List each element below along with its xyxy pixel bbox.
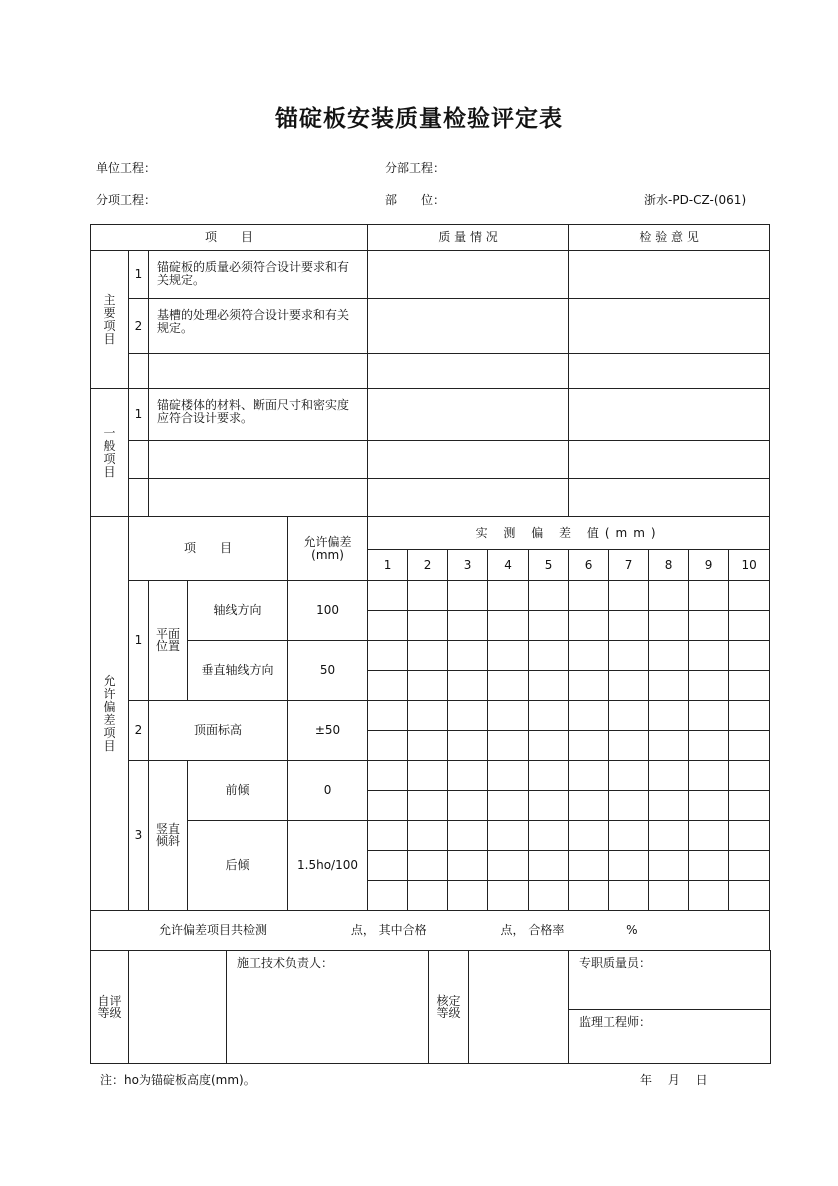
footnote: 注：ho为锚碇板高度(mm)。	[100, 1073, 256, 1087]
measurement-cell[interactable]	[448, 761, 488, 791]
measurement-cell[interactable]	[408, 791, 448, 821]
measurement-cell[interactable]	[529, 821, 569, 851]
main-item-text[interactable]	[149, 354, 368, 389]
measurement-cell[interactable]	[368, 791, 408, 821]
measurement-cell[interactable]	[448, 671, 488, 701]
tolerance-value: 0	[288, 761, 368, 821]
measurement-cell[interactable]	[488, 671, 529, 701]
measurement-cell[interactable]	[609, 761, 649, 791]
opinion-cell[interactable]	[569, 354, 770, 389]
measurement-number: 5	[529, 550, 569, 581]
measurement-cell[interactable]	[488, 701, 529, 731]
measurement-cell[interactable]	[569, 821, 609, 851]
measurement-cell[interactable]	[368, 821, 408, 851]
measurement-cell[interactable]	[649, 851, 689, 881]
measurement-cell[interactable]	[689, 791, 729, 821]
summary-total-label: 允许偏差项目共检测	[159, 923, 268, 937]
measurement-cell[interactable]	[569, 761, 609, 791]
measurement-number: 2	[408, 550, 448, 581]
measurement-cell[interactable]	[488, 581, 529, 611]
summary-passed-label: 点， 其中合格	[350, 923, 427, 937]
measurement-cell[interactable]	[368, 881, 408, 911]
main-items-label: 主要项目	[91, 251, 129, 389]
summary-rate-label: 点， 合格率	[500, 923, 565, 937]
measurement-cell[interactable]	[408, 731, 448, 761]
tech-lead-signature[interactable]: 施工技术负责人：	[227, 951, 429, 1064]
verified-grade-label: 核定等级	[429, 951, 469, 1064]
measurement-cell[interactable]	[408, 881, 448, 911]
measurement-cell[interactable]	[609, 851, 649, 881]
check-item: 前倾	[188, 761, 288, 821]
measurement-cell[interactable]	[689, 731, 729, 761]
opinion-cell[interactable]	[569, 479, 770, 517]
measurement-cell[interactable]	[529, 581, 569, 611]
row-number: 2	[129, 299, 149, 354]
measurement-cell[interactable]	[368, 701, 408, 731]
measurement-cell[interactable]	[488, 731, 529, 761]
opinion-cell[interactable]	[569, 389, 770, 441]
measurement-number: 1	[368, 550, 408, 581]
general-items-label: 一般项目	[91, 389, 129, 517]
measurement-cell[interactable]	[368, 761, 408, 791]
measurement-cell[interactable]	[729, 851, 770, 881]
measurement-number: 4	[488, 550, 529, 581]
tolerance-value: ±50	[288, 701, 368, 761]
measurement-cell[interactable]	[529, 641, 569, 671]
measurement-cell[interactable]	[729, 641, 770, 671]
form-code: 浙水-PD-CZ-(061)	[644, 193, 747, 207]
self-grade-label: 自评等级	[91, 951, 129, 1064]
signoff-table	[90, 950, 771, 1064]
page-title: 锚碇板安装质量检验评定表	[275, 106, 563, 132]
row-number: 1	[129, 251, 149, 299]
measurement-cell[interactable]	[368, 851, 408, 881]
measurement-cell[interactable]	[689, 851, 729, 881]
measurement-cell[interactable]	[368, 611, 408, 641]
measurement-cell[interactable]	[448, 611, 488, 641]
self-grade-value[interactable]	[129, 951, 227, 1064]
check-item: 后倾	[188, 821, 288, 911]
measurement-cell[interactable]	[729, 701, 770, 731]
measurement-cell[interactable]	[649, 701, 689, 731]
group-number: 2	[129, 701, 149, 761]
measurement-cell[interactable]	[729, 671, 770, 701]
measurement-cell[interactable]	[609, 671, 649, 701]
measurement-cell[interactable]	[689, 821, 729, 851]
measurement-cell[interactable]	[689, 641, 729, 671]
measurement-cell[interactable]	[569, 851, 609, 881]
supervisor-signature[interactable]: 监理工程师：	[569, 1010, 771, 1064]
measurement-cell[interactable]	[448, 791, 488, 821]
measurement-cell[interactable]	[368, 641, 408, 671]
quality-cell[interactable]	[368, 299, 569, 354]
measurement-cell[interactable]	[488, 611, 529, 641]
header-item: 项 目	[91, 225, 368, 251]
measurement-cell[interactable]	[609, 641, 649, 671]
measurement-cell[interactable]	[448, 641, 488, 671]
header-quality: 质 量 情 况	[368, 225, 569, 251]
measurement-cell[interactable]	[408, 821, 448, 851]
measurement-cell[interactable]	[529, 611, 569, 641]
measurement-cell[interactable]	[569, 791, 609, 821]
measurement-cell[interactable]	[609, 791, 649, 821]
measurement-cell[interactable]	[408, 761, 448, 791]
measurement-cell[interactable]	[689, 581, 729, 611]
deviation-items-label: 允许偏差项目	[91, 517, 129, 911]
opinion-cell[interactable]	[569, 441, 770, 479]
measurement-number: 9	[689, 550, 729, 581]
measurement-cell[interactable]	[529, 701, 569, 731]
measurement-cell[interactable]	[649, 821, 689, 851]
measurement-cell[interactable]	[529, 791, 569, 821]
tolerance-header: 允许偏差(mm)	[288, 517, 368, 581]
quality-cell[interactable]	[368, 479, 569, 517]
location-label: 部 位：	[385, 193, 446, 207]
measurement-number: 3	[448, 550, 488, 581]
opinion-cell[interactable]	[569, 251, 770, 299]
quality-cell[interactable]	[368, 389, 569, 441]
measurement-cell[interactable]	[488, 851, 529, 881]
measurement-cell[interactable]	[368, 671, 408, 701]
measurement-cell[interactable]	[609, 701, 649, 731]
measurement-cell[interactable]	[689, 761, 729, 791]
measurement-cell[interactable]	[609, 611, 649, 641]
row-number	[129, 354, 149, 389]
measurement-cell[interactable]	[609, 821, 649, 851]
measurement-cell[interactable]	[689, 671, 729, 701]
main-item-text: 基槽的处理必须符合设计要求和有关规定。	[149, 299, 368, 354]
item-project-label: 分项工程：	[96, 193, 157, 207]
measurement-cell[interactable]	[529, 671, 569, 701]
quality-officer-signature[interactable]: 专职质量员：	[569, 951, 771, 1010]
measurement-number: 10	[729, 550, 770, 581]
measurement-cell[interactable]	[448, 701, 488, 731]
summary-row	[91, 911, 770, 951]
measurement-cell[interactable]	[729, 581, 770, 611]
check-item: 顶面标高	[149, 701, 288, 761]
measurement-cell[interactable]	[729, 821, 770, 851]
group-number: 1	[129, 581, 149, 701]
measurement-cell[interactable]	[529, 881, 569, 911]
measurement-cell[interactable]	[488, 881, 529, 911]
check-item: 轴线方向	[188, 581, 288, 641]
measurement-number: 7	[609, 550, 649, 581]
main-item-text: 锚碇板的质量必须符合设计要求和有关规定。	[149, 251, 368, 299]
measurement-cell[interactable]	[569, 701, 609, 731]
date-field: 年 月 日	[640, 1073, 708, 1087]
measurement-cell[interactable]	[448, 581, 488, 611]
measurement-cell[interactable]	[488, 761, 529, 791]
unit-project-label: 单位工程：	[96, 161, 157, 175]
measurement-cell[interactable]	[729, 881, 770, 911]
header-opinion: 检 验 意 见	[569, 225, 770, 251]
inspection-table	[90, 224, 770, 951]
quality-cell[interactable]	[368, 441, 569, 479]
measurement-cell[interactable]	[729, 731, 770, 761]
measurement-cell[interactable]	[408, 611, 448, 641]
measurement-cell[interactable]	[649, 641, 689, 671]
measurement-cell[interactable]	[448, 731, 488, 761]
division-project-label: 分部工程：	[385, 161, 446, 175]
verified-grade-value[interactable]	[469, 951, 569, 1064]
measurement-cell[interactable]	[448, 881, 488, 911]
measurement-cell[interactable]	[729, 611, 770, 641]
check-item: 垂直轴线方向	[188, 641, 288, 701]
measurement-cell[interactable]	[488, 641, 529, 671]
deviation-item-header: 项 目	[129, 517, 288, 581]
measurement-cell[interactable]	[448, 851, 488, 881]
measurement-cell[interactable]	[649, 761, 689, 791]
measurement-cell[interactable]	[529, 851, 569, 881]
summary-percent: %	[626, 923, 638, 937]
tolerance-value: 1.5ho/100	[288, 821, 368, 911]
measurement-cell[interactable]	[408, 701, 448, 731]
measurement-cell[interactable]	[609, 881, 649, 911]
measurement-cell[interactable]	[488, 791, 529, 821]
measurement-cell[interactable]	[368, 581, 408, 611]
measured-header: 实 测 偏 差 值(mm)	[368, 517, 770, 550]
measurement-cell[interactable]	[408, 851, 448, 881]
measurement-cell[interactable]	[529, 761, 569, 791]
tolerance-value: 50	[288, 641, 368, 701]
quality-cell[interactable]	[368, 354, 569, 389]
measurement-cell[interactable]	[649, 671, 689, 701]
measurement-cell[interactable]	[569, 641, 609, 671]
measurement-cell[interactable]	[649, 581, 689, 611]
measurement-cell[interactable]	[609, 731, 649, 761]
measurement-cell[interactable]	[689, 611, 729, 641]
measurement-cell[interactable]	[569, 671, 609, 701]
general-item-text: 锚碇楼体的材料、断面尺寸和密实度应符合设计要求。	[149, 389, 368, 441]
general-item-text[interactable]	[149, 479, 368, 517]
group-name: 竖直倾斜	[149, 761, 188, 911]
measurement-cell[interactable]	[689, 881, 729, 911]
row-number: 1	[129, 389, 149, 441]
measurement-cell[interactable]	[408, 671, 448, 701]
general-item-text[interactable]	[149, 441, 368, 479]
measurement-cell[interactable]	[448, 821, 488, 851]
measurement-cell[interactable]	[529, 731, 569, 761]
measurement-cell[interactable]	[729, 761, 770, 791]
quality-cell[interactable]	[368, 251, 569, 299]
measurement-cell[interactable]	[569, 881, 609, 911]
opinion-cell[interactable]	[569, 299, 770, 354]
measurement-cell[interactable]	[649, 791, 689, 821]
group-name: 平面位置	[149, 581, 188, 701]
measurement-cell[interactable]	[488, 821, 529, 851]
measurement-cell[interactable]	[408, 581, 448, 611]
measurement-cell[interactable]	[408, 641, 448, 671]
measurement-number: 8	[649, 550, 689, 581]
measurement-cell[interactable]	[649, 731, 689, 761]
measurement-number: 6	[569, 550, 609, 581]
tolerance-value: 100	[288, 581, 368, 641]
measurement-cell[interactable]	[569, 581, 609, 611]
measurement-cell[interactable]	[729, 791, 770, 821]
measurement-cell[interactable]	[649, 881, 689, 911]
measurement-cell[interactable]	[569, 731, 609, 761]
group-number: 3	[129, 761, 149, 911]
measurement-cell[interactable]	[649, 611, 689, 641]
measurement-cell[interactable]	[368, 731, 408, 761]
row-number	[129, 479, 149, 517]
row-number	[129, 441, 149, 479]
measurement-cell[interactable]	[609, 581, 649, 611]
measurement-cell[interactable]	[689, 701, 729, 731]
measurement-cell[interactable]	[569, 611, 609, 641]
